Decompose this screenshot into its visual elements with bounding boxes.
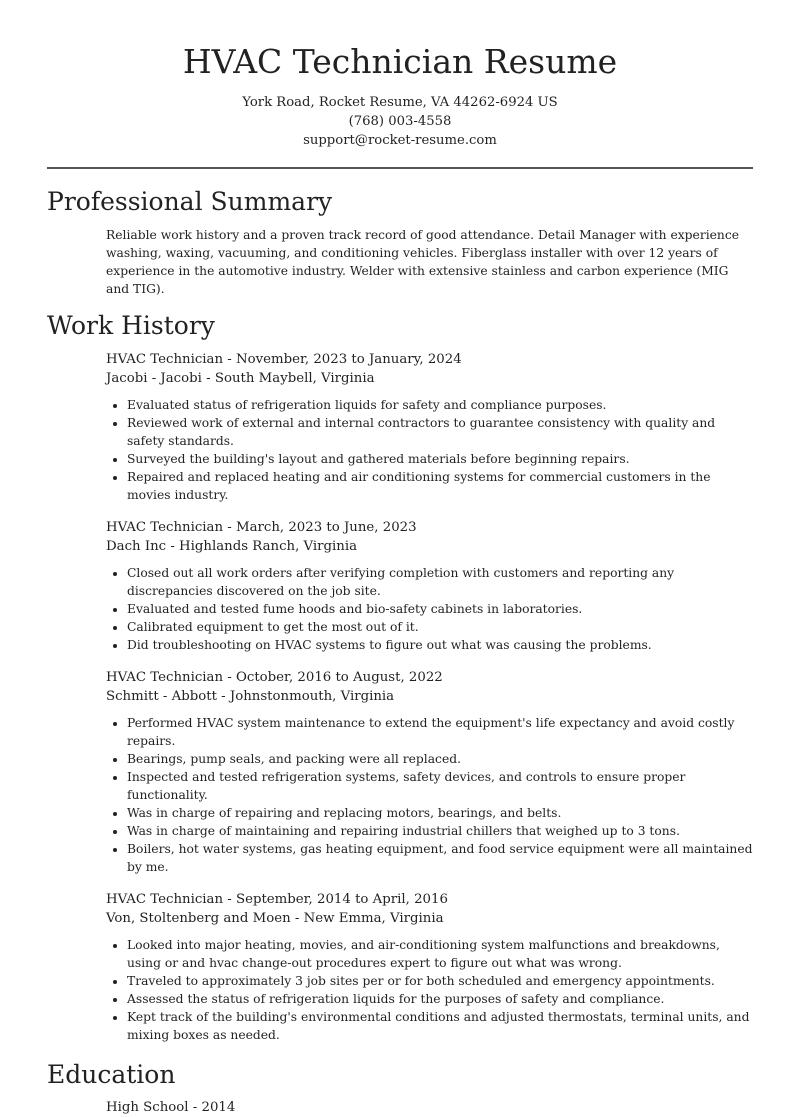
header-divider <box>47 167 753 169</box>
job-bullet: • Performed HVAC system maintenance to extend the equipment's life expectancy and avoid costly repairs. <box>127 714 753 750</box>
job-bullet: • Inspected and tested refrigeration systems, safety devices, and controls to ensure proper functionality. <box>127 768 753 804</box>
job-bullets <box>106 396 753 504</box>
job-entry <box>106 668 753 876</box>
job-bullet: • Traveled to approximately 3 job sites per or for both scheduled and emergency appointments. <box>127 972 753 990</box>
job-title: HVAC Technician - March, 2023 to June, 2023 <box>106 520 417 535</box>
education-heading: Education <box>47 1060 176 1089</box>
job-bullet: • Reviewed work of external and internal contractors to guarantee consistency with quality and safety standards. <box>127 414 753 450</box>
job-bullet: • Evaluated and tested fume hoods and bio-safety cabinets in laboratories. <box>127 600 753 618</box>
job-entry <box>106 890 753 1044</box>
summary-heading: Professional Summary <box>47 187 333 216</box>
job-bullet: • Looked into major heating, movies, and air-conditioning system malfunctions and breakdowns, using or and hvac change-out procedures expert to figure out what was wrong. <box>127 936 753 972</box>
job-bullet: • Was in charge of maintaining and repairing industrial chillers that weighed up to 3 tons. <box>127 822 753 840</box>
job-bullets <box>106 564 753 654</box>
job-company: Dach Inc - Highlands Ranch, Virginia <box>106 539 358 554</box>
education-entry: High School - 2014 <box>106 1100 236 1115</box>
job-bullets <box>106 936 753 1044</box>
job-company: Jacobi - Jacobi - South Maybell, Virginia <box>106 371 375 386</box>
job-bullet: • Closed out all work orders after verifying completion with customers and reporting any discrepancies discovered on the job site. <box>127 564 753 600</box>
work-history-heading: Work History <box>47 311 215 340</box>
summary-text: Reliable work history and a proven track record of good attendance. Detail Manager with experience washing, waxing, vacuuming, and conditioning vehicles. Fiberglass installer with over 12 years of experience in the automotive industry. Welder with extensive stainless and carbon experience (MIG and TIG). <box>106 228 740 296</box>
job-title: HVAC Technician - October, 2016 to August, 2022 <box>106 670 443 685</box>
job-bullet: • Was in charge of repairing and replacing motors, bearings, and belts. <box>127 804 753 822</box>
job-bullet: • Surveyed the building's layout and gathered materials before beginning repairs. <box>127 450 753 468</box>
job-company: Von, Stoltenberg and Moen - New Emma, Virginia <box>106 911 444 926</box>
job-bullet: • Kept track of the building's environmental conditions and adjusted thermostats, terminal units, and mixing boxes as needed. <box>127 1008 753 1044</box>
email: support@rocket-resume.com <box>303 133 497 148</box>
job-title: HVAC Technician - September, 2014 to April, 2016 <box>106 892 448 907</box>
job-bullet: • Repaired and replaced heating and air conditioning systems for commercial customers in the movies industry. <box>127 468 753 504</box>
contact-info <box>47 93 753 150</box>
job-entry <box>106 350 753 504</box>
job-bullet: • Calibrated equipment to get the most out of it. <box>127 618 753 636</box>
job-bullet: • Assessed the status of refrigeration liquids for the purposes of safety and compliance. <box>127 990 753 1008</box>
phone: (768) 003-4558 <box>348 114 452 129</box>
job-bullet: • Boilers, hot water systems, gas heating equipment, and food service equipment were all maintained by me. <box>127 840 753 876</box>
education-list <box>106 1098 753 1117</box>
resume-title: HVAC Technician Resume <box>182 42 618 81</box>
job-title: HVAC Technician - November, 2023 to January, 2024 <box>106 352 462 367</box>
job-bullet: • Bearings, pump seals, and packing were all replaced. <box>127 750 753 768</box>
job-entry <box>106 518 753 654</box>
job-bullet: • Did troubleshooting on HVAC systems to figure out what was causing the problems. <box>127 636 753 654</box>
job-company: Schmitt - Abbott - Johnstonmouth, Virginia <box>106 689 395 704</box>
job-bullet: • Evaluated status of refrigeration liquids for safety and compliance purposes. <box>127 396 753 414</box>
work-history-list <box>106 350 753 1044</box>
address: York Road, Rocket Resume, VA 44262-6924 US <box>242 95 558 110</box>
job-bullets <box>106 714 753 876</box>
